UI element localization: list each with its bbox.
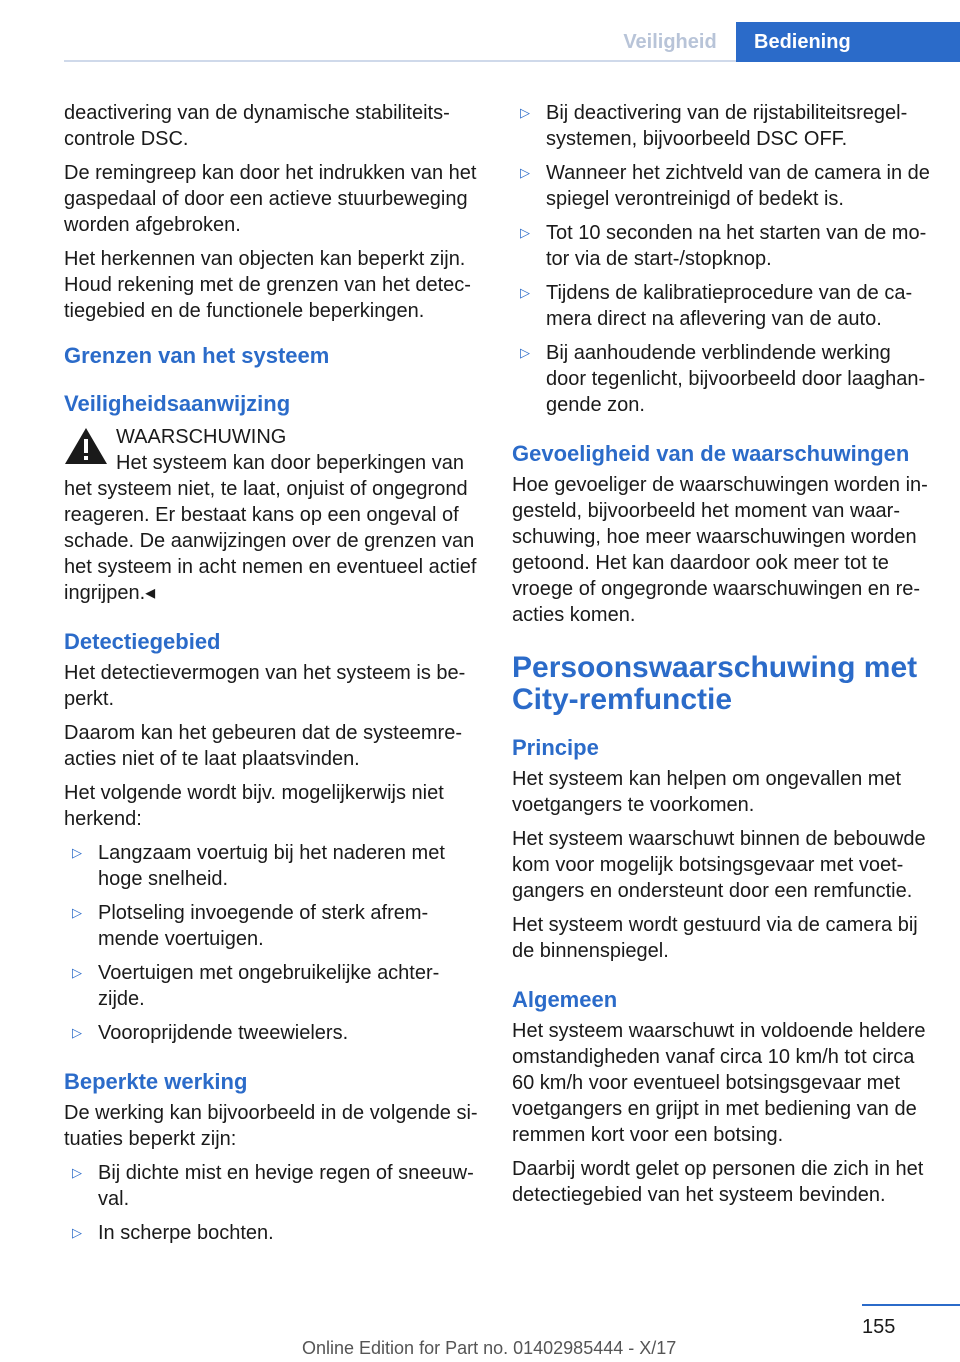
paragraph: Het systeem waarschuwt in voldoende heldere omstandigheden vanaf circa 10 km/h tot circa 60 km/h voor eventueel botsingsgevaar met voetgangers en grijpt in met bediening van de remmen kort voor een botsing.	[512, 1020, 926, 1146]
paragraph: Het herkennen van objecten kan beperkt zijn. Houd rekening met de grenzen van het detectiegebied en de functionele beperkingen.	[64, 248, 471, 322]
warning-text: het systeem niet, te laat, onjuist of ongegrond reageren. Er bestaat kans op een ongeval of schade. De aanwijzingen over de grenzen van het systeem in acht nemen en eventueel actief ingrijpen.	[64, 478, 477, 604]
paragraph: deactivering van de dynamische stabiliteitscontrole DSC.	[64, 102, 450, 150]
bullet-icon: ▷	[72, 1165, 82, 1180]
warning-title: WAARSCHUWING	[116, 426, 287, 448]
bullet-icon: ▷	[72, 845, 82, 860]
right-column	[512, 100, 930, 1216]
bullet-icon: ▷	[72, 965, 82, 980]
list-item: ▷ Langzaam voertuig bij het naderen met hoge snelheid.	[72, 842, 445, 890]
heading-limits: Grenzen van het systeem	[64, 343, 330, 368]
bullet-icon: ▷	[72, 1225, 82, 1240]
bullet-icon: ▷	[520, 225, 530, 240]
bullet-icon: ▷	[520, 105, 530, 120]
paragraph: De werking kan bijvoorbeeld in de volgende situaties beperkt zijn:	[64, 1102, 478, 1150]
not-detected-list	[64, 840, 478, 1046]
limited-list	[64, 1160, 478, 1246]
left-column	[64, 100, 478, 1254]
paragraph: Het systeem wordt gestuurd via de camera bij de binnenspiegel.	[512, 914, 918, 962]
heading-limited: Beperkte werking	[64, 1069, 248, 1094]
page-number: 155	[862, 1316, 896, 1338]
paragraph: Daarom kan het gebeuren dat de systeemreacties niet of te laat plaatsvinden.	[64, 722, 463, 770]
paragraph: Daarbij wordt gelet op personen die zich in het detectiegebied van het systeem bevinden.	[512, 1158, 924, 1206]
paragraph: De remingreep kan door het indrukken van het gaspedaal of door een actieve stuurbeweging worden afgebroken.	[64, 162, 477, 236]
footer-rule	[862, 1304, 960, 1306]
bullet-icon: ▷	[520, 165, 530, 180]
bullet-icon: ▷	[520, 345, 530, 360]
list-item: ▷ Vooroprijdende tweewielers.	[72, 1022, 349, 1044]
tab-bediening[interactable]: Bediening	[736, 22, 960, 62]
heading-safety: Veiligheidsaanwijzing	[64, 391, 291, 416]
heading-principle: Principe	[512, 735, 599, 760]
list-item: ▷ Bij dichte mist en hevige regen of sneeuwval.	[72, 1162, 474, 1210]
bullet-icon: ▷	[72, 905, 82, 920]
heading-main: Persoonswaarschuwing met City-remfunctie	[512, 651, 918, 716]
tab-veiligheid[interactable]: Veiligheid	[623, 31, 717, 53]
paragraph: Hoe gevoeliger de waarschuwingen worden ingesteld, bijvoorbeeld het moment van waarschuwing, hoe meer waarschuwingen worden getoond. Het kan daardoor ook meer tot te vroege of ongegronde waarschuwingen en reacties komen.	[512, 474, 928, 626]
paragraph: Het volgende wordt bijv. mogelijkerwijs niet herkend:	[64, 782, 444, 830]
list-item: ▷ In scherpe bochten.	[72, 1222, 274, 1244]
list-item: ▷ Bij deactivering van de rijstabiliteitsregelsystemen, bijvoorbeeld DSC OFF.	[520, 102, 908, 150]
paragraph: Het systeem waarschuwt binnen de bebouwde kom voor mogelijk botsingsgevaar met voetgangers en ondersteunt door een remfunctie.	[512, 828, 926, 902]
list-item: ▷ Plotseling invoegende of sterk afremmende voertuigen.	[72, 902, 429, 950]
list-item: ▷ Bij aanhoudende verblindende werking door tegenlicht, bijvoorbeeld door laaghangende zon.	[520, 342, 926, 416]
warning-block	[64, 424, 478, 476]
bullet-icon: ▷	[72, 1025, 82, 1040]
end-mark: ◂	[145, 582, 156, 604]
footer-edition: Online Edition for Part no. 01402985444 - X/17	[302, 1338, 677, 1358]
limited-list-continued	[512, 100, 930, 418]
paragraph: Het detectievermogen van het systeem is beperkt.	[64, 662, 466, 710]
warning-triangle-icon	[64, 426, 108, 466]
list-item: ▷ Voertuigen met ongebruikelijke achterzijde.	[72, 962, 440, 1010]
list-item: ▷ Wanneer het zichtveld van de camera in de spiegel verontreinigd of bedekt is.	[520, 162, 930, 210]
list-item: ▷ Tot 10 seconden na het starten van de motor via de start-/stopknop.	[520, 222, 927, 270]
bullet-icon: ▷	[520, 285, 530, 300]
heading-detect: Detectiegebied	[64, 629, 221, 654]
warning-text-first: Het systeem kan door beperkingen van	[116, 452, 464, 474]
heading-general: Algemeen	[512, 987, 618, 1012]
heading-sensitivity: Gevoeligheid van de waarschuwingen	[512, 441, 910, 466]
paragraph: Het systeem kan helpen om ongevallen met voetgangers te voorkomen.	[512, 768, 902, 816]
list-item: ▷ Tijdens de kalibratieprocedure van de camera direct na aflevering van de auto.	[520, 282, 913, 330]
